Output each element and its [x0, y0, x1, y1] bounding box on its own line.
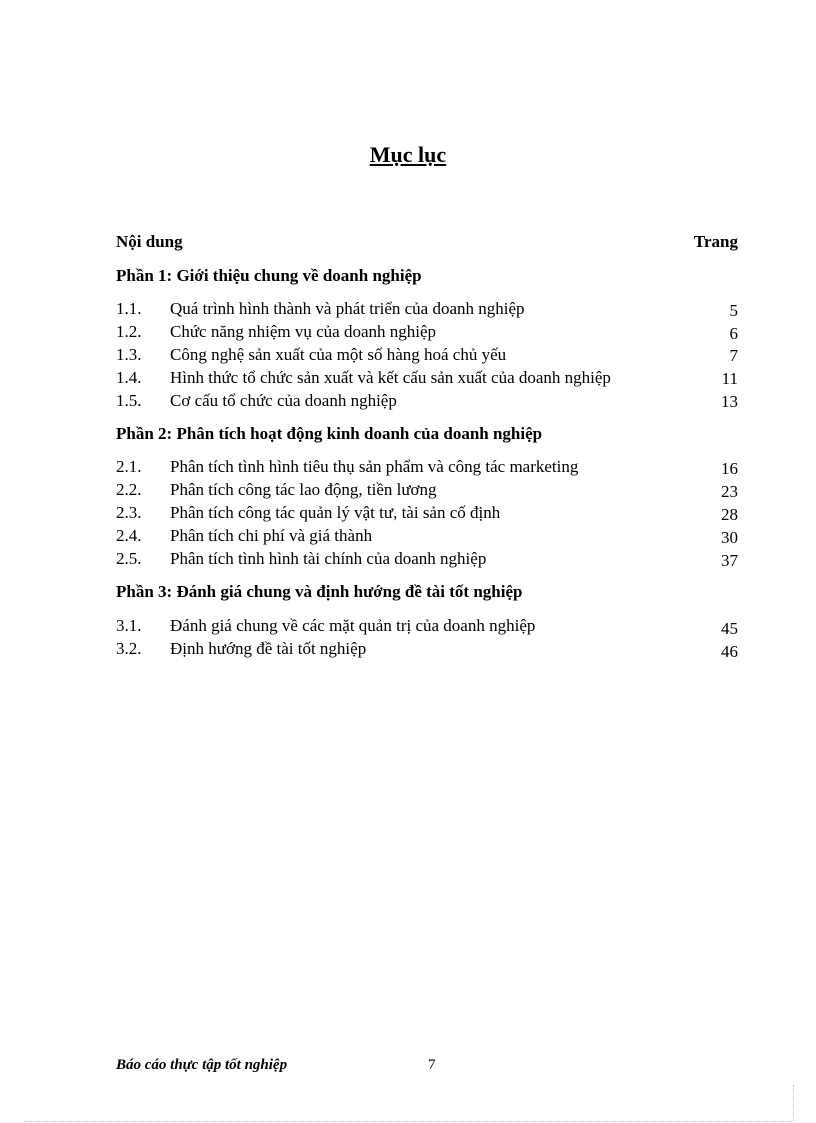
toc-item-number: 2.5.	[116, 549, 142, 568]
part-3-heading: Phần 3: Đánh giá chung và định hướng đề tài tốt nghiệp	[116, 582, 523, 601]
toc-item-number: 1.4.	[116, 368, 142, 387]
part-1-heading: Phần 1: Giới thiệu chung về doanh nghiệp	[116, 266, 422, 285]
toc-item-page: 28	[721, 505, 738, 524]
toc-item-text: Quá trình hình thành và phát triển của doanh nghiệp	[170, 299, 525, 318]
toc-item-number: 1.3.	[116, 345, 142, 364]
toc-item-number: 1.1.	[116, 299, 142, 318]
toc-item-page: 11	[721, 369, 738, 388]
toc-item-text: Phân tích công tác lao động, tiền lương	[170, 480, 437, 499]
toc-item-number: 1.5.	[116, 391, 142, 410]
toc-item-page: 16	[721, 459, 738, 478]
footer-page-number: 7	[428, 1057, 436, 1073]
page-title: Mục lục	[369, 142, 447, 167]
toc-item-number: 2.2.	[116, 480, 142, 499]
page-border-dotted-bottom	[24, 1121, 792, 1122]
toc-item-text: Phân tích tình hình tài chính của doanh nghiệp	[170, 549, 487, 568]
toc-item-page: 23	[721, 482, 738, 501]
toc-item-page: 30	[721, 528, 738, 547]
toc-item-text: Phân tích chi phí và giá thành	[170, 526, 373, 545]
toc-item-page: 6	[729, 324, 738, 343]
toc-item-number: 2.4.	[116, 526, 142, 545]
toc-item-text: Chức năng nhiệm vụ của doanh nghiệp	[170, 322, 437, 341]
page-column-header: Trang	[693, 232, 738, 251]
toc-item-number: 1.2.	[116, 322, 142, 341]
toc-item-text: Cơ cấu tổ chức của doanh nghiệp	[170, 391, 397, 410]
toc-item-page: 45	[721, 619, 738, 638]
toc-item-number: 3.1.	[116, 616, 142, 635]
part-2-heading: Phần 2: Phân tích hoạt động kinh doanh của doanh nghiệp	[116, 424, 543, 443]
toc-item-page: 7	[729, 346, 738, 365]
toc-item-number: 2.1.	[116, 457, 142, 476]
toc-item-text: Phân tích công tác quản lý vật tư, tài sản cố định	[170, 503, 501, 522]
toc-item-number: 2.3.	[116, 503, 142, 522]
content-column-header: Nội dung	[116, 232, 183, 251]
toc-item-text: Đánh giá chung về các mặt quản trị của doanh nghiệp	[170, 616, 536, 635]
footer-text: Báo cáo thực tập tốt nghiệp	[116, 1057, 288, 1073]
toc-item-page: 13	[721, 392, 738, 411]
toc-item-text: Định hướng đề tài tốt nghiệp	[170, 639, 367, 658]
toc-item-page: 37	[721, 551, 738, 570]
toc-item-page: 5	[729, 301, 738, 320]
toc-item-text: Hình thức tổ chức sản xuất và kết cấu sản xuất của doanh nghiệp	[170, 368, 611, 387]
toc-item-page: 46	[721, 642, 738, 661]
page-border-dotted-right	[793, 1085, 794, 1121]
toc-item-text: Phân tích tình hình tiêu thụ sản phẩm và công tác marketing	[170, 457, 579, 476]
toc-item-number: 3.2.	[116, 639, 142, 658]
toc-item-text: Công nghệ sản xuất của một số hàng hoá chủ yếu	[170, 345, 507, 364]
